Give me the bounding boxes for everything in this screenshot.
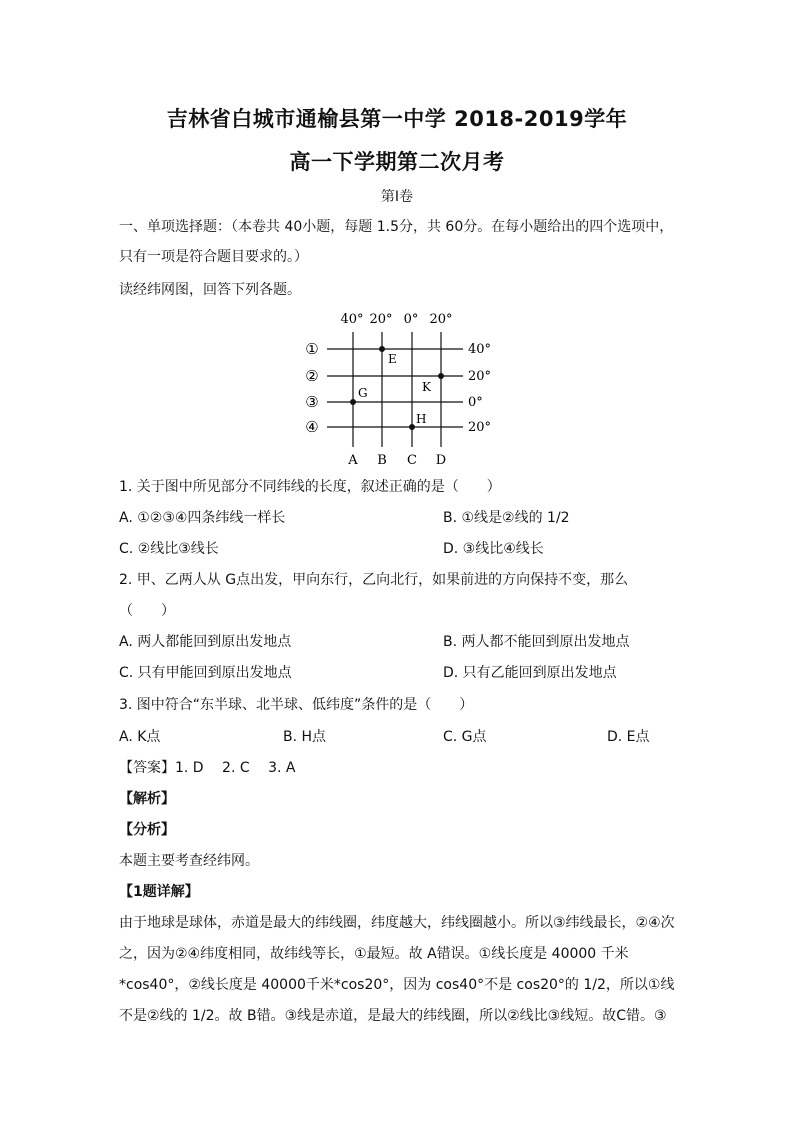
detail-line-1: 由于地球是球体，赤道是最大的纬线圈，纬度越大，纬线圈越小。所以③纬线最长，②④次: [119, 915, 675, 931]
graticule-figure: [295, 305, 505, 470]
point-h-label: H: [416, 412, 427, 426]
right-label-40: 40°: [468, 342, 492, 357]
row-label-2: ②: [305, 367, 319, 385]
question-1-option-b: B. ①线是②线的 1/2: [443, 510, 570, 526]
question-3-option-b: B. H点: [283, 729, 327, 745]
section-instruction-line1: 一、单项选择题：（本卷共 40小题，每题 1.5分，共 60分。在每小题给出的四个选项中，: [119, 219, 674, 235]
top-label-20e: 20°: [429, 312, 453, 327]
question-1-option-a: A. ①②③④四条纬线一样长: [119, 510, 286, 526]
detail-heading: 【1题详解】: [119, 884, 199, 900]
answer-line: 【答案】1. D 2. C 3. A: [119, 760, 296, 776]
question-2-option-a: A. 两人都能回到原出发地点: [119, 634, 292, 650]
row-label-3: ③: [305, 393, 319, 411]
volume-label: 第I卷: [380, 189, 414, 205]
bottom-label-b: B: [377, 453, 387, 468]
analysis-heading: 【解析】: [119, 791, 175, 807]
question-3-stem: 3. 图中符合“东半球、北半球、低纬度”条件的是（ ）: [119, 697, 474, 713]
question-2-stem: 2. 甲、乙两人从 G点出发，甲向东行，乙向北行，如果前进的方向保持不变，那么: [119, 572, 629, 588]
detail-line-4: 不是②线的 1/2。故 B错。③线是赤道，是最大的纬线圈，所以②线比③线短。故C错。③: [119, 1008, 667, 1024]
detail-line-3: *cos40°，②线长度是 40000千米*cos20°，因为 cos40°不是 cos20°的 1/2，所以①线: [119, 977, 675, 993]
bottom-label-a: A: [348, 453, 358, 468]
question-3-option-d: D. E点: [607, 729, 650, 745]
right-label-0: 0°: [468, 395, 483, 410]
bottom-label-c: C: [407, 453, 417, 468]
point-g-label: G: [358, 386, 368, 400]
question-2-option-c: C. 只有甲能回到原出发地点: [119, 665, 292, 681]
point-k-dot: [438, 373, 444, 379]
point-g-dot: [350, 399, 356, 405]
row-label-4: ④: [305, 418, 319, 436]
read-prompt: 读经纬网图，回答下列各题。: [119, 282, 301, 298]
point-e-label: E: [388, 352, 397, 366]
bottom-label-d: D: [435, 453, 447, 468]
top-label-0: 0°: [403, 312, 419, 327]
point-e-dot: [379, 346, 385, 352]
detail-line-2: 之，因为②④纬度相同，故纬线等长，①最短。故 A错误。①线长度是 40000 千米: [119, 946, 629, 962]
question-3-option-a: A. K点: [119, 729, 161, 745]
question-2-option-d: D. 只有乙能回到原出发地点: [443, 665, 617, 681]
question-1-stem: 1. 关于图中所见部分不同纬线的长度，叙述正确的是（ ）: [119, 479, 501, 495]
question-1-option-c: C. ②线比③线长: [119, 541, 219, 557]
row-label-1: ①: [305, 340, 319, 358]
document-title-line2: 高一下学期第二次月考: [289, 150, 505, 174]
top-label-20w: 20°: [369, 312, 393, 327]
point-k-label: K: [422, 380, 431, 394]
top-label-40: 40°: [340, 312, 364, 327]
section-instruction-line2: 只有一项是符合题目要求的。）: [119, 249, 308, 265]
fenxi-heading: 【分析】: [119, 822, 175, 838]
right-label-20s: 20°: [468, 420, 492, 435]
question-1-option-d: D. ③线比④线长: [443, 541, 544, 557]
question-3-option-c: C. G点: [443, 729, 487, 745]
point-h-dot: [409, 424, 415, 430]
question-2-stem-cont: （ ）: [119, 603, 175, 619]
question-2-option-b: B. 两人都不能回到原出发地点: [443, 634, 630, 650]
right-label-20n: 20°: [468, 369, 492, 384]
document-title-line1: 吉林省白城市通榆县第一中学 2018-2019学年: [166, 107, 628, 131]
fenxi-text: 本题主要考查经纬网。: [119, 853, 259, 869]
